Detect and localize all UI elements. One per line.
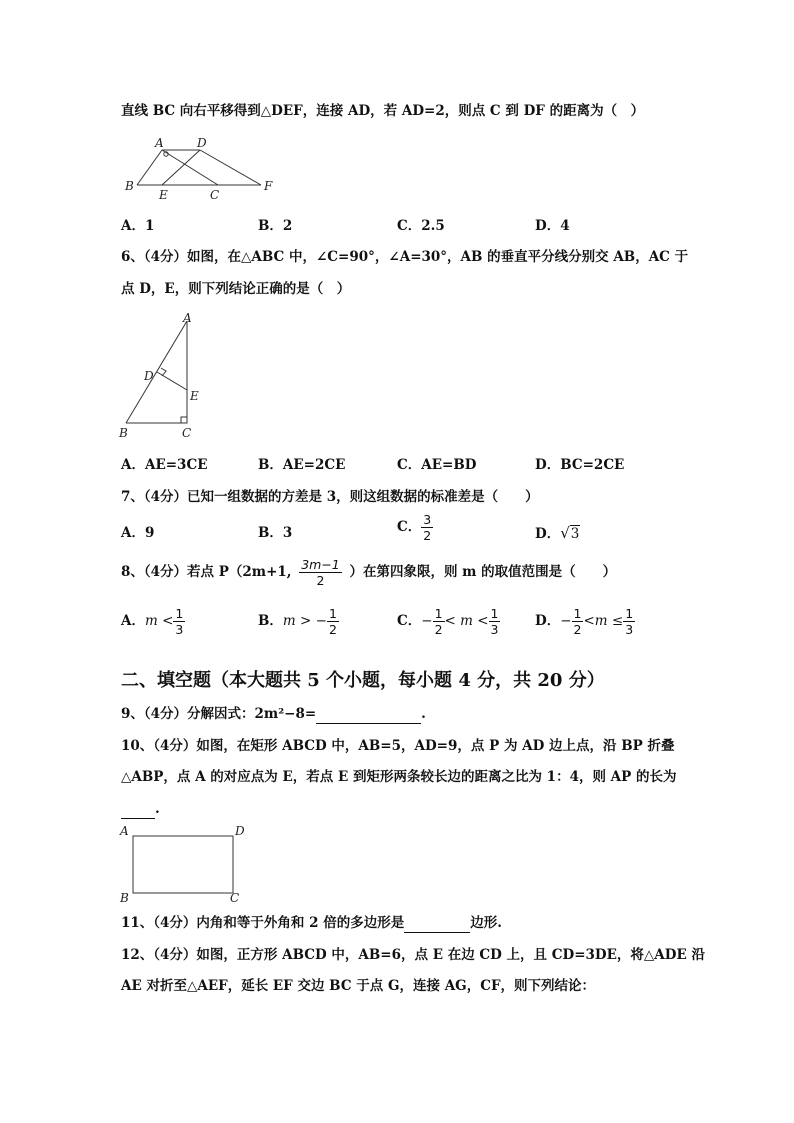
q6-figure [115, 310, 205, 445]
q7-option-d-prefix: D． [535, 526, 561, 542]
q8-d-numerator1: 1 [573, 606, 582, 621]
q12-stem-line1: 12、（4分）如图，正方形 ABCD 中，AB=6，点 E 在边 CD 上，且 CD=3DE，将△ADE 沿 [121, 947, 705, 963]
q9-stem-row [121, 704, 426, 724]
q8-d-fraction1 [572, 606, 584, 637]
q6-stem-line1: 6、（4分）如图，在△ABC 中，∠C=90°，∠A=30°，AB 的垂直平分线分别交 AB，AC 于 [121, 249, 689, 265]
q6-option-b[interactable]: B．AE=2CE [258, 457, 346, 473]
q8-b-expr: m > − [282, 613, 327, 629]
q11-stem: 11、（4分）内角和等于外角和 2 倍的多边形是 [121, 915, 405, 931]
q7-option-c-numerator: 3 [423, 512, 432, 527]
q10-stem-line2: △ABP，点 A 的对应点为 E，若点 E 到矩形两条较长边的距离之比为 1：4，则 AP 的长为 [121, 769, 677, 785]
q6-option-c[interactable]: C．AE=BD [397, 457, 477, 473]
label-B: B [125, 179, 134, 193]
label-F: F [264, 179, 273, 193]
q8-c-numerator2: 1 [490, 606, 499, 621]
q7-option-c[interactable] [397, 512, 433, 543]
label-C: C [182, 426, 192, 440]
q8-c-prefix: C． [397, 613, 422, 629]
q7-option-a[interactable]: A．9 [121, 525, 155, 541]
q9-answer-blank[interactable] [316, 723, 421, 724]
label-E: E [190, 389, 199, 403]
q8-b-prefix: B． [258, 613, 283, 629]
q7-option-c-fraction [421, 512, 433, 543]
q8-d-numerator2: 1 [625, 606, 634, 621]
q11-end: 边形. [470, 915, 502, 931]
q8-b-denominator: 2 [328, 622, 337, 637]
label-E: E [159, 188, 168, 202]
q8-b-fraction [327, 606, 339, 637]
q10-answer-blank[interactable] [121, 818, 155, 819]
q10-stem-line1: 10、（4分）如图，在矩形 ABCD 中，AB=5，AD=9，点 P 为 AD 边上点，沿 BP 折叠 [121, 738, 675, 754]
q9-end: . [421, 706, 426, 722]
q8-b-numerator: 1 [328, 606, 337, 621]
q8-option-d[interactable] [535, 606, 635, 637]
q6-option-a[interactable]: A．AE=3CE [121, 457, 208, 473]
segment-de [157, 372, 187, 390]
q5-option-d[interactable]: D．4 [535, 218, 570, 234]
q8-a-numerator: 1 [175, 606, 184, 621]
label-B: B [119, 426, 128, 440]
q11-stem-row [121, 913, 502, 933]
label-C: C [210, 188, 220, 202]
q7-option-c-prefix: C． [397, 519, 422, 535]
q8-stem-numerator: 3m−1 [301, 557, 340, 572]
q12-stem-line2: AE 对折至△AEF，延长 EF 交边 BC 于点 G，连接 AG，CF，则下列结论： [121, 978, 596, 994]
segment-ba [137, 150, 162, 185]
label-A: A [120, 824, 129, 838]
q7-option-b[interactable]: B．3 [258, 525, 293, 541]
sqrt-sign: √ [560, 524, 570, 542]
q5-figure [118, 134, 273, 204]
right-angle-c [181, 417, 187, 423]
q5-option-a[interactable]: A．1 [121, 218, 155, 234]
label-D: D [197, 136, 207, 150]
label-A: A [155, 136, 164, 150]
q5-option-c[interactable]: C．2.5 [397, 218, 445, 234]
q8-stem-after: ）在第四象限，则 m 的取值范围是（ ） [349, 564, 617, 580]
q7-option-d[interactable] [535, 523, 580, 544]
q8-c-numerator1: 1 [434, 606, 443, 621]
q11-answer-blank[interactable] [404, 932, 470, 933]
label-D: D [144, 369, 154, 383]
q7-option-d-radicand: 3 [570, 526, 580, 542]
q8-a-prefix: A． [121, 613, 145, 629]
q8-d-mid: <m ≤ [583, 613, 624, 629]
q8-stem [121, 557, 616, 588]
label-A: A [183, 311, 192, 325]
q6-option-d[interactable]: D．BC=2CE [535, 457, 625, 473]
q8-stem-denominator: 2 [316, 573, 325, 588]
q10-figure [116, 822, 256, 904]
q8-d-denominator1: 2 [573, 622, 582, 637]
q8-c-lead: − [421, 613, 433, 629]
q8-a-denominator: 3 [175, 622, 184, 637]
q5-stem: 直线 BC 向右平移得到△DEF，连接 AD，若 AD=2，则点 C 到 DF 的距离为（ ） [121, 103, 645, 119]
q8-c-fraction1 [433, 606, 445, 637]
q8-d-prefix: D． [535, 613, 561, 629]
q7-stem: 7、（4分）已知一组数据的方差是 3，则这组数据的标准差是（ ） [121, 489, 539, 505]
q8-option-b[interactable] [258, 606, 339, 637]
label-D: D [235, 824, 245, 838]
section-title: 二、填空题（本大题共 5 个小题，每小题 4 分，共 20 分） [121, 670, 605, 691]
q10-answer-row [121, 799, 160, 819]
q8-c-mid: < m < [444, 613, 489, 629]
q9-stem: 9、（4分）分解因式：2m²−8= [121, 706, 317, 722]
q8-a-fraction [173, 606, 185, 637]
q8-d-denominator2: 3 [625, 622, 634, 637]
label-C: C [230, 891, 240, 905]
q8-c-denominator2: 3 [490, 622, 499, 637]
side-ab [126, 321, 187, 423]
q6-stem-line2: 点 D，E，则下列结论正确的是（ ） [121, 281, 351, 297]
q5-option-b[interactable]: B．2 [258, 218, 293, 234]
q8-stem-fraction [299, 557, 342, 588]
q7-option-c-denominator: 2 [423, 528, 432, 543]
q10-end: . [155, 801, 160, 817]
q8-d-fraction2 [623, 606, 635, 637]
q8-option-a[interactable] [121, 606, 185, 637]
label-B: B [120, 891, 129, 905]
q8-c-fraction2 [489, 606, 501, 637]
rectangle-abcd [133, 836, 233, 893]
q8-stem-before: 8、（4分）若点 P（2m+1, [121, 564, 292, 580]
q8-d-lead: − [560, 613, 572, 629]
q8-a-expr: m < [144, 613, 174, 629]
q8-c-denominator1: 2 [434, 622, 443, 637]
q8-option-c[interactable] [397, 606, 500, 637]
